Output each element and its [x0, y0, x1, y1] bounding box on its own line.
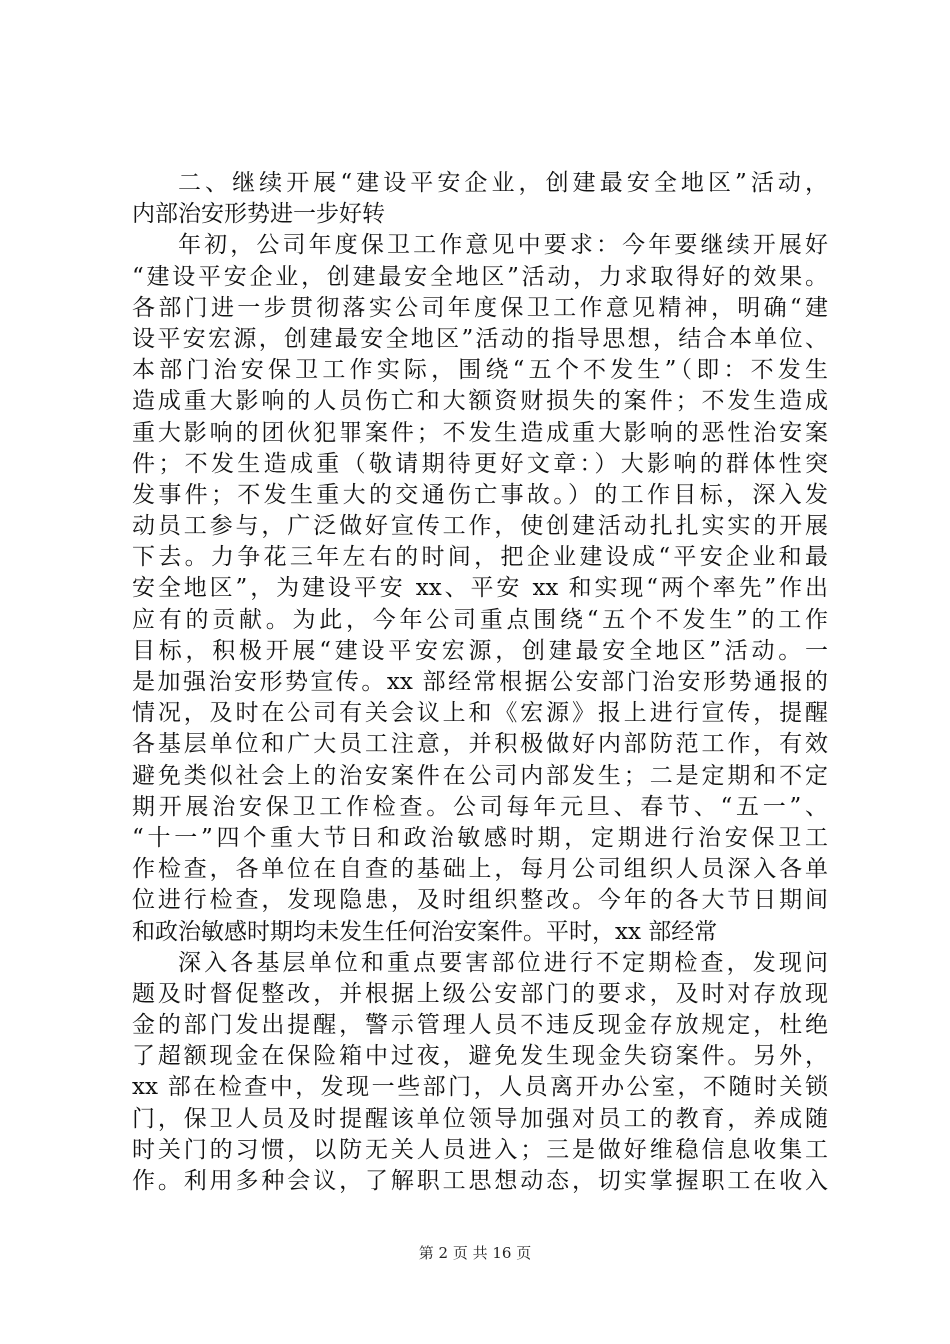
- paragraph-line: 件；不发生造成重（敬请期待更好文章：）大影响的群体性突: [132, 450, 828, 477]
- paragraph-line: 各部门进一步贯彻落实公司年度保卫工作意见精神，明确“建: [132, 294, 828, 321]
- paragraph-line: 动员工参与，广泛做好宣传工作，使创建活动扎扎实实的开展: [132, 513, 828, 540]
- paragraph-line: 和政治敏感时期均未发生任何治安案件。平时，xx 部经常: [132, 918, 718, 945]
- paragraph-line: 下去。力争花三年左右的时间，把企业建设成“平安企业和最: [132, 544, 828, 571]
- paragraph-line: 年初，公司年度保卫工作意见中要求：今年要继续开展好: [178, 232, 828, 259]
- paragraph-line: 安全地区”，为建设平安 xx、平安 xx 和实现“两个率先”作出: [132, 575, 828, 602]
- paragraph-line: 本部门治安保卫工作实际，围绕“五个不发生”（即：不发生: [132, 357, 828, 384]
- paragraph-line: 发事件；不发生重大的交通伤亡事故。）的工作目标，深入发: [132, 481, 828, 508]
- paragraph-line: 各基层单位和广大员工注意，并积极做好内部防范工作，有效: [132, 731, 828, 758]
- paragraph-line: 是加强治安形势宣传。xx 部经常根据公安部门治安形势通报的: [132, 669, 828, 695]
- paragraph-line: 重大影响的团伙犯罪案件；不发生造成重大影响的恶性治安案: [132, 419, 828, 446]
- paragraph-line: 金的部门发出提醒，警示管理人员不违反现金存放规定，杜绝: [132, 1012, 828, 1039]
- paragraph-line: 应有的贡献。为此，今年公司重点围绕“五个不发生”的工作: [132, 606, 828, 633]
- paragraph-line: 避免类似社会上的治安案件在公司内部发生；二是定期和不定: [132, 762, 828, 789]
- paragraph-line: 目标，积极开展“建设平安宏源，创建最安全地区”活动。一: [132, 637, 828, 664]
- paragraph-line: “建设平安企业，创建最安全地区”活动，力求取得好的效果。: [132, 263, 828, 290]
- paragraph-line: 门，保卫人员及时提醒该单位领导加强对员工的教育，养成随: [132, 1105, 828, 1132]
- paragraph-line: 作。利用多种会议，了解职工思想动态，切实掌握职工在收入: [132, 1168, 828, 1194]
- paragraph-line: 时关门的习惯，以防无关人员进入；三是做好维稳信息收集工: [132, 1136, 828, 1163]
- paragraph-line: 位进行检查，发现隐患，及时组织整改。今年的各大节日期间: [132, 887, 828, 914]
- page-number-footer: 第 2 页 共 16 页: [418, 1244, 532, 1262]
- document-body: [132, 168, 828, 1197]
- section-heading-line-2: 内部治安形势进一步好转: [132, 201, 385, 228]
- section-heading-line-1: 二、继续开展“建设平安企业，创建最安全地区”活动，: [178, 170, 828, 196]
- paragraph-line: 题及时督促整改，并根据上级公安部门的要求，及时对存放现: [132, 980, 828, 1007]
- paragraph-line: “十一”四个重大节日和政治敏感时期，定期进行治安保卫工: [132, 824, 828, 851]
- paragraph-line: 深入各基层单位和重点要害部位进行不定期检查，发现问: [178, 949, 828, 976]
- paragraph-line: 作检查，各单位在自查的基础上，每月公司组织人员深入各单: [132, 856, 828, 883]
- paragraph-line: xx 部在检查中，发现一些部门，人员离开办公室，不随时关锁: [132, 1074, 828, 1101]
- paragraph-line: 设平安宏源，创建最安全地区”活动的指导思想，结合本单位、: [132, 325, 828, 352]
- paragraph-line: 期开展治安保卫工作检查。公司每年元旦、春节、“五一”、: [132, 793, 828, 820]
- paragraph-line: 了超额现金在保险箱中过夜，避免发生现金失窃案件。另外，: [132, 1043, 828, 1070]
- paragraph-line: 情况，及时在公司有关会议上和《宏源》报上进行宣传，提醒: [132, 700, 828, 727]
- paragraph-line: 造成重大影响的人员伤亡和大额资财损失的案件；不发生造成: [132, 388, 828, 415]
